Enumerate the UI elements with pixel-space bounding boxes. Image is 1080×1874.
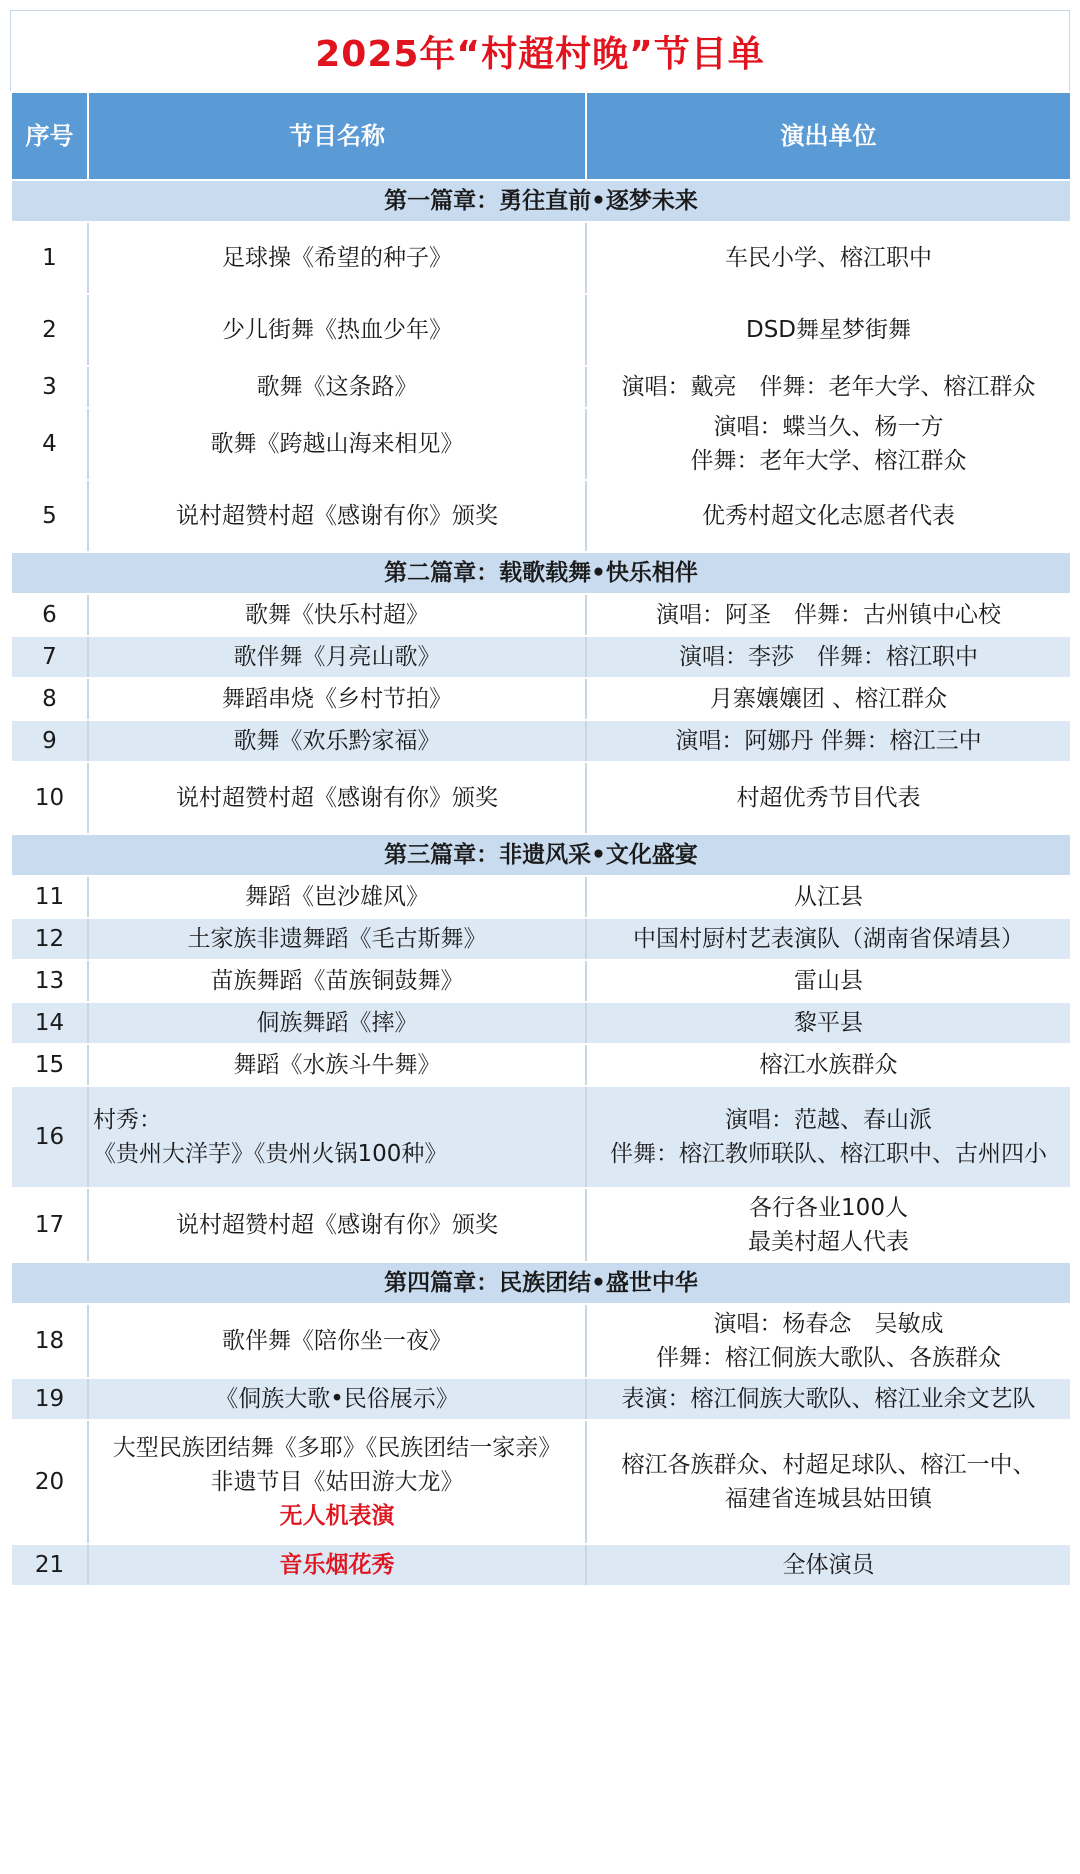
section-row xyxy=(11,552,1071,594)
table-row xyxy=(11,636,1071,678)
performer-line: 各行各业100人 xyxy=(749,1195,908,1221)
performer-line: 最美村超人代表 xyxy=(748,1229,909,1255)
performer: 黎平县 xyxy=(586,1002,1071,1044)
program-name xyxy=(88,1420,586,1544)
performer: 演唱：阿娜丹 伴舞：榕江三中 xyxy=(586,720,1071,762)
program-name: 土家族非遗舞蹈《毛古斯舞》 xyxy=(88,918,586,960)
row-num: 1 xyxy=(11,222,88,294)
table-row xyxy=(11,294,1071,366)
program-name: 足球操《希望的种子》 xyxy=(88,222,586,294)
section-title: 第一篇章：勇往直前•逐梦未来 xyxy=(11,180,1071,222)
table-row xyxy=(11,222,1071,294)
table-row xyxy=(11,678,1071,720)
program-name: 说村超赞村超《感谢有你》颁奖 xyxy=(88,1188,586,1262)
row-num: 13 xyxy=(11,960,88,1002)
performer-line: 福建省连城县姑田镇 xyxy=(725,1486,932,1512)
program-name: 侗族舞蹈《摔》 xyxy=(88,1002,586,1044)
row-num: 19 xyxy=(11,1378,88,1420)
header-program: 节目名称 xyxy=(88,92,586,180)
row-num: 5 xyxy=(11,480,88,552)
row-num: 20 xyxy=(11,1420,88,1544)
table-row xyxy=(11,408,1071,480)
performer-line: 榕江各族群众、村超足球队、榕江一中、 xyxy=(621,1452,1036,1478)
row-num: 4 xyxy=(11,408,88,480)
row-num: 15 xyxy=(11,1044,88,1086)
page-title: 2025年“村超村晚”节目单 xyxy=(10,10,1070,91)
performer-line: 伴舞：榕江侗族大歌队、各族群众 xyxy=(656,1345,1001,1371)
section-title: 第二篇章：载歌载舞•快乐相伴 xyxy=(11,552,1071,594)
performer: DSD舞星梦街舞 xyxy=(586,294,1071,366)
performer: 优秀村超文化志愿者代表 xyxy=(586,480,1071,552)
program-name xyxy=(88,1086,586,1188)
header-num: 序号 xyxy=(11,92,88,180)
program-highlight: 音乐烟花秀 xyxy=(88,1544,586,1586)
row-num: 7 xyxy=(11,636,88,678)
header-row xyxy=(11,92,1071,180)
program-highlight: 无人机表演 xyxy=(279,1503,395,1529)
performer: 月寨孃孃团 、榕江群众 xyxy=(586,678,1071,720)
table-row xyxy=(11,1002,1071,1044)
performer xyxy=(586,1086,1071,1188)
row-num: 3 xyxy=(11,366,88,408)
program-name: 歌舞《跨越山海来相见》 xyxy=(88,408,586,480)
performer-line: 演唱：杨春念 吴敏成 xyxy=(713,1311,944,1337)
performer: 车民小学、榕江职中 xyxy=(586,222,1071,294)
table-row xyxy=(11,1378,1071,1420)
performer-line: 演唱：范越、春山派 xyxy=(725,1107,932,1133)
program-name: 舞蹈《水族斗牛舞》 xyxy=(88,1044,586,1086)
row-num: 21 xyxy=(11,1544,88,1586)
table-row xyxy=(11,1544,1071,1586)
program-name: 舞蹈串烧《乡村节拍》 xyxy=(88,678,586,720)
program-line: 村秀： xyxy=(93,1107,162,1133)
row-num: 17 xyxy=(11,1188,88,1262)
program-name: 歌伴舞《陪你坐一夜》 xyxy=(88,1304,586,1378)
performer: 雷山县 xyxy=(586,960,1071,1002)
program-name: 少儿街舞《热血少年》 xyxy=(88,294,586,366)
program-name: 歌舞《这条路》 xyxy=(88,366,586,408)
table-row xyxy=(11,480,1071,552)
performer: 演唱：阿圣 伴舞：古州镇中心校 xyxy=(586,594,1071,636)
section-row xyxy=(11,1262,1071,1304)
table-row xyxy=(11,918,1071,960)
program-name: 《侗族大歌•民俗展示》 xyxy=(88,1378,586,1420)
performer xyxy=(586,1188,1071,1262)
row-num: 18 xyxy=(11,1304,88,1378)
program-name: 苗族舞蹈《苗族铜鼓舞》 xyxy=(88,960,586,1002)
performer xyxy=(586,408,1071,480)
header-performer: 演出单位 xyxy=(586,92,1071,180)
row-num: 10 xyxy=(11,762,88,834)
table-row xyxy=(11,594,1071,636)
performer xyxy=(586,1304,1071,1378)
row-num: 2 xyxy=(11,294,88,366)
table-row xyxy=(11,1304,1071,1378)
table-row xyxy=(11,1086,1071,1188)
row-num: 8 xyxy=(11,678,88,720)
table-row xyxy=(11,366,1071,408)
performer: 中国村厨村艺表演队（湖南省保靖县） xyxy=(586,918,1071,960)
table-row xyxy=(11,960,1071,1002)
performer-line: 伴舞：榕江教师联队、榕江职中、古州四小 xyxy=(610,1141,1047,1167)
row-num: 12 xyxy=(11,918,88,960)
program-name: 歌伴舞《月亮山歌》 xyxy=(88,636,586,678)
row-num: 9 xyxy=(11,720,88,762)
table-row xyxy=(11,1044,1071,1086)
row-num: 11 xyxy=(11,876,88,918)
program-sheet xyxy=(10,10,1070,1587)
program-name: 舞蹈《岜沙雄风》 xyxy=(88,876,586,918)
program-name: 说村超赞村超《感谢有你》颁奖 xyxy=(88,480,586,552)
program-line: 大型民族团结舞《多耶》《民族团结一家亲》 xyxy=(112,1435,562,1461)
program-line: 《贵州大洋芋》《贵州火锅100种》 xyxy=(93,1141,448,1167)
section-title: 第四篇章：民族团结•盛世中华 xyxy=(11,1262,1071,1304)
program-table xyxy=(10,91,1072,1587)
table-row xyxy=(11,1188,1071,1262)
performer: 全体演员 xyxy=(586,1544,1071,1586)
row-num: 6 xyxy=(11,594,88,636)
row-num: 16 xyxy=(11,1086,88,1188)
table-row xyxy=(11,762,1071,834)
row-num: 14 xyxy=(11,1002,88,1044)
performer: 村超优秀节目代表 xyxy=(586,762,1071,834)
performer: 表演：榕江侗族大歌队、榕江业余文艺队 xyxy=(586,1378,1071,1420)
program-name: 歌舞《欢乐黔家福》 xyxy=(88,720,586,762)
section-row xyxy=(11,180,1071,222)
section-title: 第三篇章：非遗风采•文化盛宴 xyxy=(11,834,1071,876)
table-row xyxy=(11,720,1071,762)
performer: 榕江水族群众 xyxy=(586,1044,1071,1086)
performer xyxy=(586,1420,1071,1544)
table-row xyxy=(11,1420,1071,1544)
performer: 从江县 xyxy=(586,876,1071,918)
performer: 演唱：李莎 伴舞：榕江职中 xyxy=(586,636,1071,678)
program-name: 歌舞《快乐村超》 xyxy=(88,594,586,636)
section-row xyxy=(11,834,1071,876)
performer-line: 演唱：蝶当久、杨一方 xyxy=(713,414,944,440)
program-line: 非遗节目《姑田游大龙》 xyxy=(210,1469,464,1495)
performer-line: 伴舞：老年大学、榕江群众 xyxy=(690,448,967,474)
performer: 演唱：戴亮 伴舞：老年大学、榕江群众 xyxy=(586,366,1071,408)
program-name: 说村超赞村超《感谢有你》颁奖 xyxy=(88,762,586,834)
table-row xyxy=(11,876,1071,918)
